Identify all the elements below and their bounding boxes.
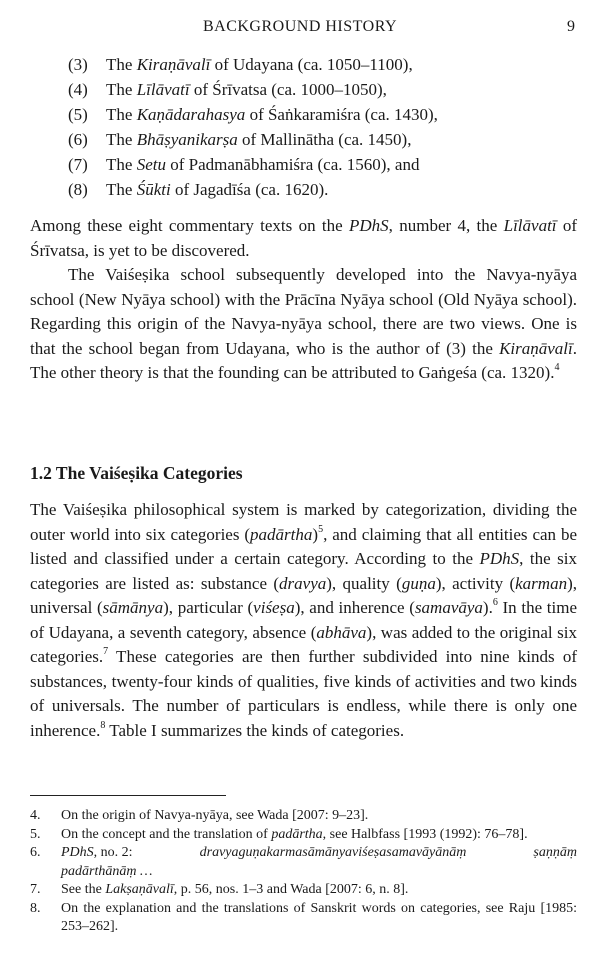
footnote-divider [30, 795, 226, 796]
paragraph-commentaries: Among these eight commentary texts on the PDhS, number 4, the Līlāvatī of Śrīvatsa, is yet to be discovered. [30, 216, 578, 260]
list-number: (6) [68, 130, 88, 149]
footnotes [30, 807, 577, 937]
work-title: Līlāvatī [136, 80, 190, 99]
footnote-ref: 8 [100, 719, 106, 731]
footnote-ref: 7 [103, 646, 109, 658]
paragraph-navya-nyaya: The Vaiśeṣika school subsequently developed into the Navya-nyāya school (New Nyāya school) with the Prācīna Nyāya school (Old Nyāya school). Regarding this origin of the Navya-nyāya school, there are two views. One is that the school began from Udayana, who is the author of (3) the Kiraṇāvalī. The other theory is that the founding can be attributed to Gaṅgeśa (ca. 1320).$^4$ [30, 265, 577, 382]
work-title: Kaṇādarahasya [136, 105, 246, 124]
running-title: BACKGROUND HISTORY [202, 18, 398, 35]
work-title: Bhāṣyanikarṣa [136, 130, 238, 149]
list-number: (5) [68, 105, 88, 124]
list-item: (4) The Līlāvatī of Śrīvatsa (ca. 1000–1050), [68, 77, 438, 102]
list-number: (7) [68, 155, 88, 174]
list-number: (3) [68, 55, 88, 74]
list-item: (3) The Kiraṇāvalī of Udayana (ca. 1050–1100), [68, 52, 438, 77]
footnote-5: 5. On the concept and the translation of padārtha, see Halbfass [1993 (1992): 76–78]. [30, 826, 528, 842]
work-title: Śūkti [136, 180, 171, 199]
footnote-ref: 4 [554, 362, 560, 374]
section-heading: 1.2 The Vaiśeṣika Categories [30, 463, 243, 483]
footnote-ref: 6 [492, 597, 498, 609]
list-number: (8) [68, 180, 88, 199]
footnote-7: 7. See the Lakṣaṇāvalī, p. 56, nos. 1–3 and Wada [2007: 6, n. 8]. [30, 882, 409, 897]
work-title: Setu [136, 155, 166, 174]
list-item: (6) The Bhāṣyanikarṣa of Mallinātha (ca. 1450), [68, 127, 438, 152]
footnote-4: 4. On the origin of Navya-nyāya, see Wada [2007: 9–23]. [30, 808, 369, 823]
footnote-6: 6. PDhS, no. 2: dravyaguṇakarmasāmānyaviśeṣasamavāyānāṃ ṣaṇṇāṃ padārthānāṃ … [30, 845, 577, 879]
work-title: Kiraṇāvalī [136, 55, 211, 74]
paragraph-categories: The Vaiśeṣika philosophical system is marked by categorization, dividing the outer world into six categories (padārtha)$^5$, and claiming that all entities can be listed and classified under a certain category. According to the PDhS, the six categories are listed as: substance (dravya), quality (guṇa), activity (karman), universal (sāmānya), particular (viśeṣa), and inherence (samavāya).$^6$ In the time of Udayana, a seventh category, absence (abhāva), was added to the original six categories.$^7$ These categories are then further subdivided into nine kinds of substances, twenty-four kinds of qualities, five kinds of activities and two kinds of universals. The number of particulars is endless, while there is only one inherence.$^8$ Table I summarizes the kinds of categories. [30, 500, 578, 740]
list-number: (4) [68, 80, 88, 99]
footnote-8: 8. On the explanation and the translations of Sanskrit words on categories, see Raju [1985: 253–262]. [30, 900, 577, 934]
page-header [0, 18, 600, 44]
list-item: (8) The Śūkti of Jagadīśa (ca. 1620). [68, 177, 438, 202]
list-item: (7) The Setu of Padmanābhamiśra (ca. 1560), and [68, 152, 438, 177]
footnote-ref: 5 [318, 523, 324, 535]
page-number: 9 [567, 18, 575, 35]
list-item: (5) The Kaṇādarahasya of Śaṅkaramiśra (ca. 1430), [68, 102, 438, 127]
commentary-list [68, 52, 438, 202]
